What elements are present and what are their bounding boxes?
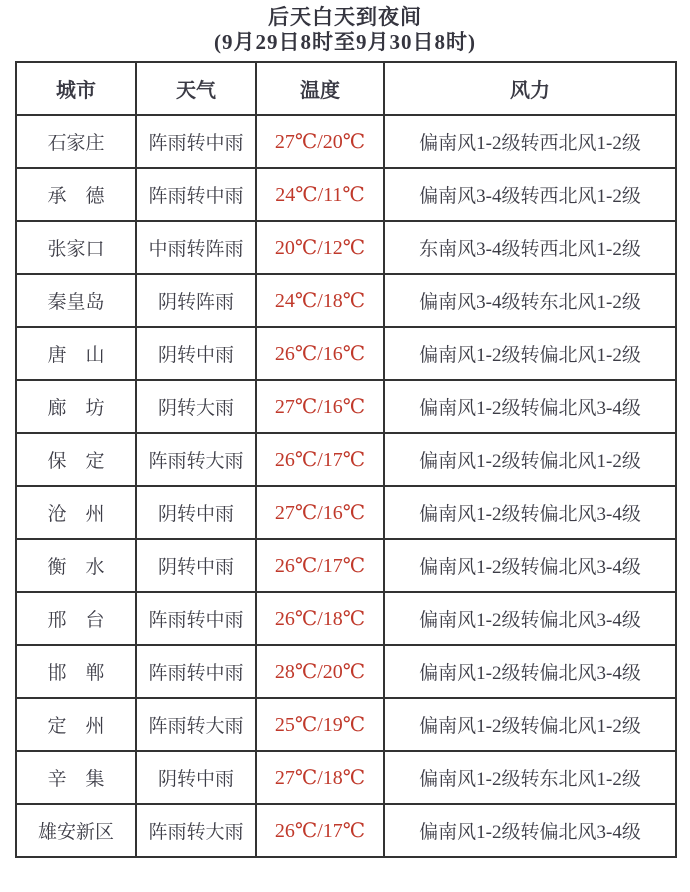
weather-cell: 阵雨转大雨	[136, 804, 256, 857]
table-row	[16, 433, 676, 486]
wind-cell: 偏南风1-2级转偏北风1-2级	[384, 433, 676, 486]
city-cell: 唐 山	[16, 327, 136, 380]
temperature-cell: 25℃/19℃	[256, 698, 384, 751]
table-row	[16, 221, 676, 274]
page-title: 后天白天到夜间	[268, 5, 422, 29]
wind-cell: 偏南风1-2级转西北风1-2级	[384, 115, 676, 168]
temperature-cell: 26℃/16℃	[256, 327, 384, 380]
weather-cell: 中雨转阵雨	[136, 221, 256, 274]
table-row	[16, 592, 676, 645]
weather-cell: 阴转中雨	[136, 327, 256, 380]
city-cell: 邢 台	[16, 592, 136, 645]
wind-cell: 偏南风1-2级转偏北风3-4级	[384, 539, 676, 592]
city-cell: 保 定	[16, 433, 136, 486]
temperature-cell: 24℃/11℃	[256, 168, 384, 221]
header-wind: 风力	[384, 62, 676, 115]
weather-cell: 阴转中雨	[136, 539, 256, 592]
table-row	[16, 804, 676, 857]
wind-cell: 东南风3-4级转西北风1-2级	[384, 221, 676, 274]
wind-cell: 偏南风3-4级转东北风1-2级	[384, 274, 676, 327]
weather-cell: 阵雨转大雨	[136, 433, 256, 486]
wind-cell: 偏南风1-2级转偏北风3-4级	[384, 804, 676, 857]
city-cell: 邯 郸	[16, 645, 136, 698]
wind-cell: 偏南风1-2级转偏北风1-2级	[384, 327, 676, 380]
table-row	[16, 274, 676, 327]
wind-cell: 偏南风1-2级转偏北风3-4级	[384, 380, 676, 433]
temperature-cell: 26℃/17℃	[256, 433, 384, 486]
temperature-cell: 27℃/18℃	[256, 751, 384, 804]
weather-cell: 阵雨转中雨	[136, 168, 256, 221]
city-cell: 衡 水	[16, 539, 136, 592]
table-row	[16, 327, 676, 380]
temperature-cell: 20℃/12℃	[256, 221, 384, 274]
temperature-cell: 26℃/17℃	[256, 539, 384, 592]
header-city: 城市	[16, 62, 136, 115]
temperature-cell: 28℃/20℃	[256, 645, 384, 698]
temperature-cell: 26℃/18℃	[256, 592, 384, 645]
city-cell: 沧 州	[16, 486, 136, 539]
weather-cell: 阵雨转中雨	[136, 115, 256, 168]
temperature-cell: 27℃/16℃	[256, 380, 384, 433]
wind-cell: 偏南风3-4级转西北风1-2级	[384, 168, 676, 221]
wind-cell: 偏南风1-2级转偏北风3-4级	[384, 592, 676, 645]
city-cell: 雄安新区	[16, 804, 136, 857]
table-header-row	[16, 62, 676, 115]
page-subtitle: (9月29日8时至9月30日8时)	[214, 30, 476, 54]
weather-cell: 阴转大雨	[136, 380, 256, 433]
temperature-cell: 27℃/20℃	[256, 115, 384, 168]
table-row	[16, 645, 676, 698]
temperature-cell: 26℃/17℃	[256, 804, 384, 857]
table-row	[16, 698, 676, 751]
wind-cell: 偏南风1-2级转东北风1-2级	[384, 751, 676, 804]
weather-cell: 阵雨转中雨	[136, 592, 256, 645]
weather-cell: 阴转中雨	[136, 486, 256, 539]
city-cell: 廊 坊	[16, 380, 136, 433]
table-row	[16, 380, 676, 433]
city-cell: 辛 集	[16, 751, 136, 804]
table-row	[16, 751, 676, 804]
city-cell: 石家庄	[16, 115, 136, 168]
city-cell: 承 德	[16, 168, 136, 221]
weather-table	[15, 61, 677, 858]
wind-cell: 偏南风1-2级转偏北风3-4级	[384, 645, 676, 698]
page-title-block	[0, 0, 690, 55]
weather-cell: 阵雨转大雨	[136, 698, 256, 751]
temperature-cell: 27℃/16℃	[256, 486, 384, 539]
table-row	[16, 486, 676, 539]
city-cell: 秦皇岛	[16, 274, 136, 327]
city-cell: 定 州	[16, 698, 136, 751]
temperature-cell: 24℃/18℃	[256, 274, 384, 327]
weather-cell: 阴转中雨	[136, 751, 256, 804]
header-weather: 天气	[136, 62, 256, 115]
weather-cell: 阵雨转中雨	[136, 645, 256, 698]
table-row	[16, 115, 676, 168]
wind-cell: 偏南风1-2级转偏北风3-4级	[384, 486, 676, 539]
table-row	[16, 168, 676, 221]
table-row	[16, 539, 676, 592]
header-temperature: 温度	[256, 62, 384, 115]
weather-cell: 阴转阵雨	[136, 274, 256, 327]
wind-cell: 偏南风1-2级转偏北风1-2级	[384, 698, 676, 751]
city-cell: 张家口	[16, 221, 136, 274]
